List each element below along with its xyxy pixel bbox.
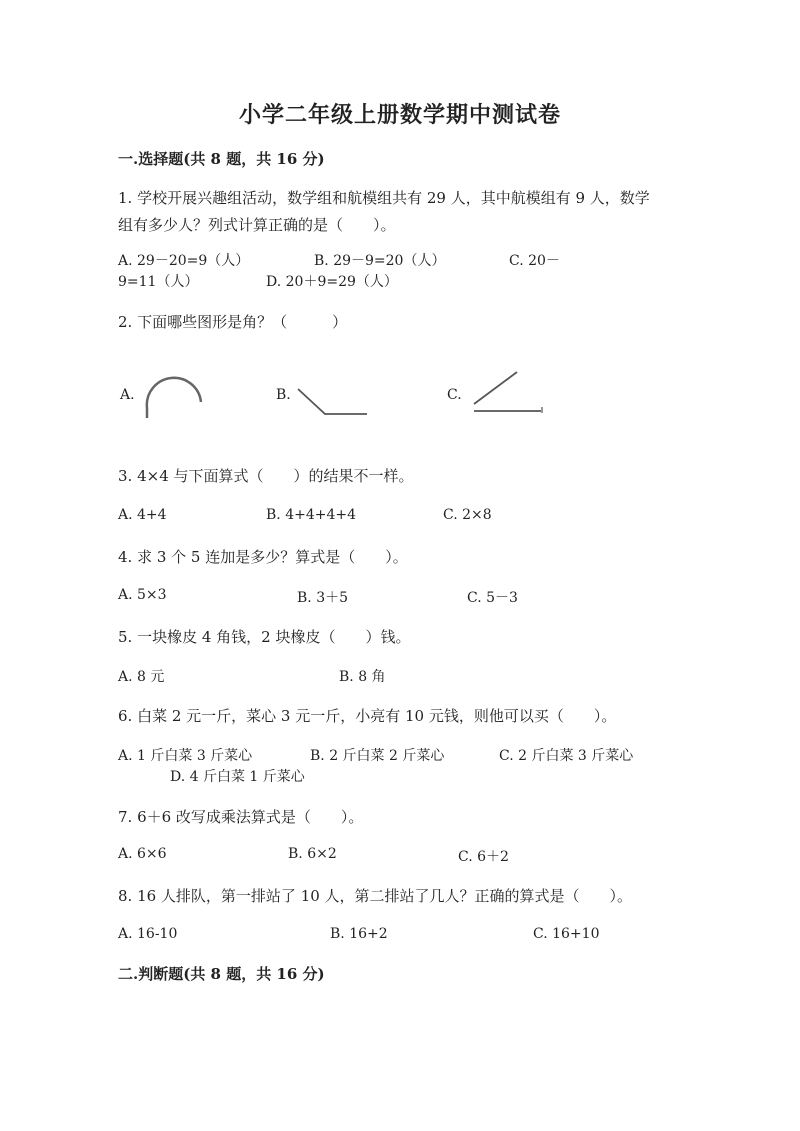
question-5-text: 5. 一块橡皮 4 角钱，2 块橡皮（ ）钱。	[118, 628, 411, 646]
question-8-text: 8. 16 人排队，第一排站了 10 人，第二排站了几人？正确的算式是（ ）。	[118, 887, 633, 905]
question-1-option-a: A. 29－20=9（人）	[118, 253, 250, 269]
section-heading-choice: 一.选择题(共 8 题，共 16 分)	[118, 150, 325, 168]
question-6-option-a: A. 1 斤白菜 3 斤菜心	[118, 748, 253, 764]
page-title: 小学二年级上册数学期中测试卷	[238, 102, 561, 128]
question-1-option-b: B. 29－9=20（人）	[314, 253, 446, 269]
question-3-option-b: B. 4+4+4+4	[266, 507, 357, 523]
question-6-text: 6. 白菜 2 元一斤，菜心 3 元一斤，小亮有 10 元钱，则他可以买（ ）。	[118, 707, 617, 725]
question-7-text: 7. 6＋6 改写成乘法算式是（ ）。	[118, 808, 364, 826]
question-8-option-a: A. 16-10	[118, 926, 178, 942]
question-3-option-c: C. 2×8	[443, 507, 492, 523]
question-3-text: 3. 4×4 与下面算式（ ）的结果不一样。	[118, 467, 414, 485]
question-1-option-c: C. 20－	[509, 253, 560, 269]
question-5-option-b: B. 8 角	[339, 669, 386, 685]
bent-line-figure	[295, 386, 375, 421]
angle-figure	[468, 368, 548, 413]
question-8-option-b: B. 16+2	[330, 926, 388, 942]
question-2-option-a: A.	[120, 387, 135, 403]
question-4-option-b: B. 3＋5	[297, 590, 349, 606]
question-3-option-a: A. 4+4	[118, 507, 167, 523]
section-heading-judgement: 二.判断题(共 8 题，共 16 分)	[118, 965, 325, 983]
question-1-option-c-continued: 9=11（人）	[118, 274, 199, 290]
question-4-option-c: C. 5－3	[467, 590, 518, 606]
question-2-text: 2. 下面哪些图形是角？（ ）	[118, 313, 348, 331]
question-7-option-a: A. 6×6	[118, 846, 167, 862]
question-2-option-c: C.	[447, 387, 462, 403]
question-4-text: 4. 求 3 个 5 连加是多少？算式是（ ）。	[118, 548, 408, 566]
question-5-option-a: A. 8 元	[118, 669, 165, 685]
question-7-option-b: B. 6×2	[288, 846, 337, 862]
question-8-option-c: C. 16+10	[533, 926, 600, 942]
question-4-option-a: A. 5×3	[118, 587, 167, 603]
question-1-line-2: 组有多少人？列式计算正确的是（ ）。	[118, 216, 396, 234]
arc-figure	[140, 372, 210, 422]
question-6-option-c: C. 2 斤白菜 3 斤菜心	[499, 748, 634, 764]
question-6-option-d: D. 4 斤白菜 1 斤菜心	[170, 769, 305, 785]
question-6-option-b: B. 2 斤白菜 2 斤菜心	[310, 748, 445, 764]
question-7-option-c: C. 6＋2	[458, 849, 509, 865]
question-2-option-b: B.	[276, 387, 291, 403]
question-1-line-1: 1. 学校开展兴趣组活动，数学组和航模组共有 29 人，其中航模组有 9 人，数学	[118, 189, 650, 207]
question-1-option-d: D. 20＋9=29（人）	[266, 274, 398, 290]
